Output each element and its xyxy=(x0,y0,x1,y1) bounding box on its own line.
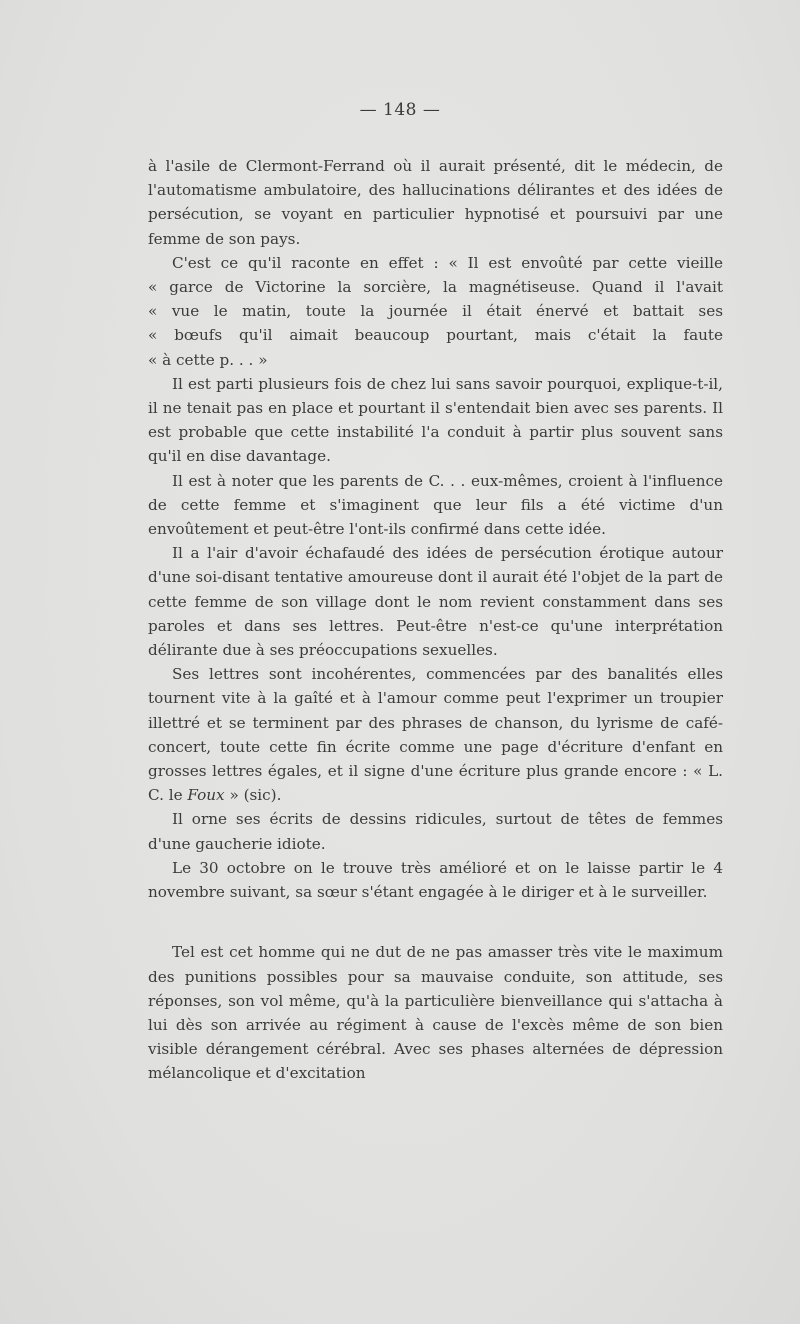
page-number: — 148 — xyxy=(359,100,441,120)
quote-line-1: « garce de Victorine la sorcière, la magnétiseuse. Quand il l'avait xyxy=(148,278,723,297)
quote-intro: C'est ce qu'il raconte en effet : « Il est envoûté par cette vieille xyxy=(172,253,723,272)
letters-text-end: » (sic). xyxy=(229,786,282,805)
quote-line-4: « à cette p. . . » xyxy=(148,350,268,369)
quote-line-2: « vue le matin, toute la journée il était énervé et battait ses xyxy=(148,302,723,321)
letters-text: Ses lettres sont incohérentes, commencées par des banalités elles tournent vite à la gaîté et à l'amour comme peut l'exprimer un troupier illettré et se terminent par des phrases de chanson, du lyrisme de café-concert, toute cette fin écrite comme une page d'écriture d'enfant en grosses lettres égales, et il signe d'une écriture plus grande encore : « L. C. le xyxy=(148,665,723,805)
paragraph-lettres xyxy=(148,662,723,807)
paragraph-octobre: Le 30 octobre on le trouve très amélioré et on le laisse partir le 4 novembre suivant, sa sœur s'étant engagée à le diriger et à le surveiller. xyxy=(148,858,723,902)
section-gap xyxy=(148,904,723,940)
paragraph-asile: à l'asile de Clermont-Ferrand où il aurait présenté, dit le médecin, de l'automatisme ambulatoire, des hallucinations délirantes et des idées de persécution, se voyant en particulier hypnotisé et poursuivi par une femme de son pays. xyxy=(148,157,723,248)
paragraph-persecution: Il a l'air d'avoir échafaudé des idées de persécution érotique autour d'une soi-disant tentative amoureuse dont il aurait été l'objet de la part de cette femme de son village dont le nom revient constamment dans ses paroles et dans ses lettres. Peut-être n'est-ce qu'une interprétation délirante due à ses préoccupations sexuelles. xyxy=(148,544,723,660)
paragraph-dessins: Il orne ses écrits de dessins ridicules, surtout de têtes de femmes d'une gaucherie idiote. xyxy=(148,810,723,853)
paragraph-conclusion: Tel est cet homme qui ne dut de ne pas amasser très vite le maximum des punitions possibles pour sa mauvaise conduite, son attitude, ses réponses, son vol même, qu'à la particulière bienveillance qui s'attacha à lui dès son arrivée au régiment à cause de l'excès même de son bien visible dérangement cérébral. Avec ses phases alternées de dépression mélancolique et d'excitation xyxy=(148,943,723,1083)
paragraph-parents: Il est à noter que les parents de C. . . eux-mêmes, croient à l'influence de cette femme et s'imaginent que leur fils a été victime d'un envoûtement et peut-être l'ont-ils confirmé dans cette idée. xyxy=(148,471,723,539)
signature-word: Foux xyxy=(187,786,225,805)
quote-line-3: « bœufs qu'il aimait beaucoup pourtant, mais c'était la faute xyxy=(148,326,723,345)
paragraph-parti: Il est parti plusieurs fois de chez lui sans savoir pourquoi, explique-t-il, il ne tenait pas en place et pourtant il s'entendait bien avec ses parents. Il est probable que cette instabilité l'a conduit à partir plus souvent sans qu'il en dise davantage. xyxy=(148,374,723,466)
body-text xyxy=(148,154,723,1086)
